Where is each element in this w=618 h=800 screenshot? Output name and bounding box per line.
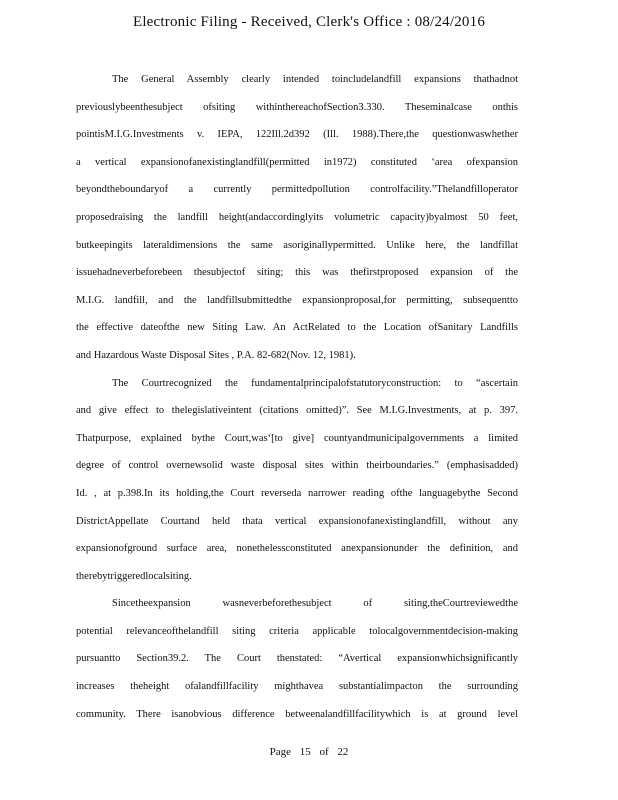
document-body — [76, 66, 518, 728]
text-line: increases theheight ofalandfillfacility mighthavea substantialimpacton the surrounding — [76, 681, 518, 693]
text-line: and give effect to thelegislativeintent (citations omitted)”. See M.I.G.Investments, at p. 397. — [76, 405, 518, 417]
text-line: issuehadneverbeforebeen thesubjectof siting; this was thefirstproposed expansion of the — [76, 267, 518, 279]
text-line: proposedraising the landfill height(andaccordinglyits volumetric capacity)byalmost 50 feet, — [76, 211, 518, 223]
text-line: a vertical expansionofanexistinglandfill(permitted in1972) constituted ‘area ofexpansion — [76, 156, 518, 168]
text-line: previouslybeenthesubject ofsiting withinthereachofSection3.330. Theseminalcase onthis — [76, 101, 518, 113]
text-line: DistrictAppellate Courtand held thata vertical expansionofanexistinglandfill, without any — [76, 515, 518, 527]
page-total: 22 — [337, 746, 349, 758]
text-line: pursuantto Section39.2. The Court thenstated: “Avertical expansionwhichsignificantly — [76, 653, 518, 665]
text-line: and Hazardous Waste Disposal Sites , P.A. 82-682(Nov. 12, 1981). — [76, 349, 356, 361]
text-line: degree of control overnewsolid waste disposal sites within theirboundaries.” (emphasisadded) — [76, 460, 518, 472]
text-line: Id. , at p.398.In its holding,the Court reverseda narrower reading ofthe languagebythe Second — [76, 487, 518, 499]
text-line: The General Assembly clearly intended toincludelandfill expansions thathadnot — [112, 74, 518, 85]
text-line: the effective dateofthe new Siting Law. An ActRelated to the Location ofSanitary Landfills — [76, 322, 518, 334]
text-line: Sincetheexpansion wasneverbeforethesubject of siting,theCourtreviewedthe — [112, 598, 518, 610]
text-line: beyondtheboundaryof a currently permittedpollution controlfacility.”Thelandfilloperator — [76, 184, 518, 196]
text-line: potential relevanceofthelandfill siting criteria applicable tolocalgovernmentdecision-making — [76, 625, 518, 637]
text-line: therebytriggeredlocalsiting. — [76, 570, 192, 582]
of-label: of — [319, 746, 329, 758]
page-number: 15 — [299, 746, 311, 758]
text-line: The Courtrecognized the fundamentalprincipalofstatutoryconstruction: to “ascertain — [112, 377, 518, 389]
text-line: butkeepingits lateraldimensions the same asoriginallypermitted. Unlike here, the landfillat — [76, 239, 518, 251]
page-label: Page — [269, 746, 291, 758]
filing-header: Electronic Filing - Received, Clerk's Office : 08/24/2016 — [132, 14, 486, 30]
text-line: M.I.G. landfill, and the landfillsubmittedthe expansionproposal,for permitting, subsequentto — [76, 294, 518, 306]
text-line: pointisM.I.G.Investments v. IEPA, 122Ill.2d392 (Ill. 1988).There,the questionwaswhether — [76, 129, 518, 141]
text-line: community. There isanobvious difference betweenalandfillfacilitywhich is at ground level — [76, 708, 518, 720]
text-line: expansionofground surface area, nonethelessconstituted anexpansionunder the definition, and — [76, 543, 518, 555]
text-line: Thatpurpose, explained bythe Court,was‘[to give] countyandmunicipalgovernments a limited — [76, 432, 518, 444]
page-footer — [0, 746, 618, 758]
